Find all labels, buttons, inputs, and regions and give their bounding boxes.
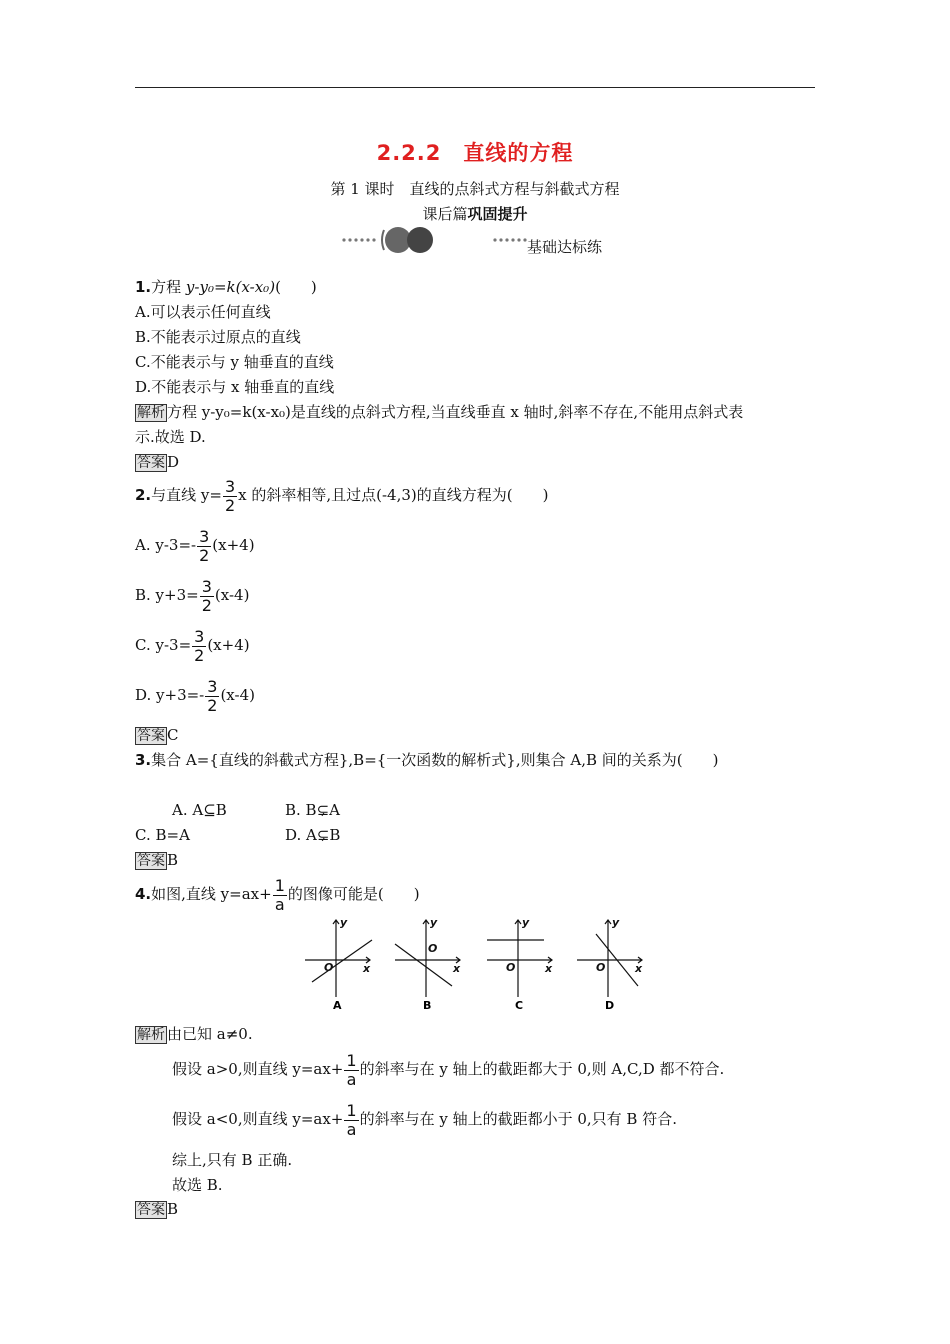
graph-a-label: A (333, 999, 342, 1012)
q1-option-a: A.可以表示任何直线 (135, 303, 271, 321)
graph-c-origin: O (506, 961, 516, 974)
q3-stem: 3.集合 A={直线的斜截式方程},B={一次函数的解析式},则集合 A,B 间的关系为( ) (135, 751, 719, 769)
q3-option-c: C. B=A (135, 826, 190, 844)
header-rule (135, 87, 815, 88)
q3-option-d: D. A⊊B (285, 826, 341, 844)
q1-analysis: 解析 方程 y-y₀=k(x-x₀)是直线的点斜式方程,当直线垂直 x 轴时,斜率不存在,不能用点斜式表 (137, 403, 744, 421)
q1-answer: 答案 D (137, 453, 180, 471)
q4-summary: 综上,只有 B 正确. (172, 1151, 293, 1169)
q1-stem: 1.方程 y-y₀=k(x-x₀)( ) (135, 278, 317, 296)
q2-option-b: B. y+3= $\frac{3}{2}$ (x-4) (135, 576, 250, 615)
q1-analysis-cont: 示.故选 D. (135, 428, 206, 446)
analysis-tag: 解析 (137, 405, 165, 421)
level-label: 基础达标练 (527, 238, 603, 256)
graph-c (487, 920, 552, 997)
q2-option-c: C. y-3= $\frac{3}{2}$ (x+4) (135, 626, 250, 665)
graph-d-label: D (605, 999, 615, 1012)
graph-c-y-label: y (522, 916, 530, 929)
q3-option-b: B. B⊊A (285, 801, 340, 819)
graph-a (305, 920, 372, 997)
q4-graphs (300, 912, 655, 1012)
graph-d-origin: O (596, 961, 606, 974)
q2-option-d: D. y+3=- $\frac{3}{2}$ (x-4) (135, 676, 255, 715)
graph-d-y-label: y (612, 916, 620, 929)
q2-stem: 2.与直线 y= $\frac{3}{2}$ x 的斜率相等,且过点(-4,3)的直线方程为( ) (135, 476, 549, 515)
section-heading (0, 203, 950, 224)
graph-b-origin: O (428, 942, 438, 955)
q2-option-a: A. y-3=- $\frac{3}{2}$ (x+4) (135, 526, 255, 565)
q4-analysis: 解析 由已知 a≠0. (137, 1025, 253, 1043)
graph-a-origin: O (324, 961, 334, 974)
q4-answer: 答案 B (137, 1200, 179, 1218)
section-prefix: 课后篇 (422, 205, 468, 223)
graph-c-x-label: x (545, 962, 553, 975)
q2-answer: 答案 C (137, 726, 179, 744)
answer-tag: 答案 (137, 455, 165, 471)
page-title: 2.2.2 直线的方程 (376, 141, 574, 165)
q4-case-positive: 假设 a>0,则直线 y=ax+ $\frac{1}{a}$ 的斜率与在 y 轴上的截距都大于 0,则 A,C,D 都不符合. (172, 1050, 725, 1089)
q3-option-a: A. A⊆B (172, 801, 227, 819)
q1-option-c: C.不能表示与 y 轴垂直的直线 (135, 353, 334, 371)
q3-answer: 答案 B (137, 851, 179, 869)
graph-b-label: B (423, 999, 432, 1012)
graph-a-y-label: y (340, 916, 348, 929)
graph-d-x-label: x (635, 962, 643, 975)
q1-option-b: B.不能表示过原点的直线 (135, 328, 301, 346)
graph-d (577, 920, 642, 997)
graph-b-x-label: x (453, 962, 461, 975)
graph-c-label: C (515, 999, 524, 1012)
lesson-subtitle: 第 1 课时 直线的点斜式方程与斜截式方程 (330, 180, 620, 198)
fraction: $\frac{3}{2}$ (224, 476, 236, 515)
graph-b-y-label: y (430, 916, 438, 929)
section-bold: 巩固提升 (467, 205, 528, 223)
graph-a-x-label: x (363, 962, 371, 975)
q4-stem: 4.如图,直线 y=ax+ $\frac{1}{a}$ 的图像可能是( ) (135, 875, 420, 914)
q4-conclusion: 故选 B. (172, 1176, 223, 1194)
q1-option-d: D.不能表示与 x 轴垂直的直线 (135, 378, 335, 396)
q4-case-negative: 假设 a<0,则直线 y=ax+ $\frac{1}{a}$ 的斜率与在 y 轴上的截距都小于 0,只有 B 符合. (172, 1100, 677, 1139)
graph-b (395, 920, 460, 997)
